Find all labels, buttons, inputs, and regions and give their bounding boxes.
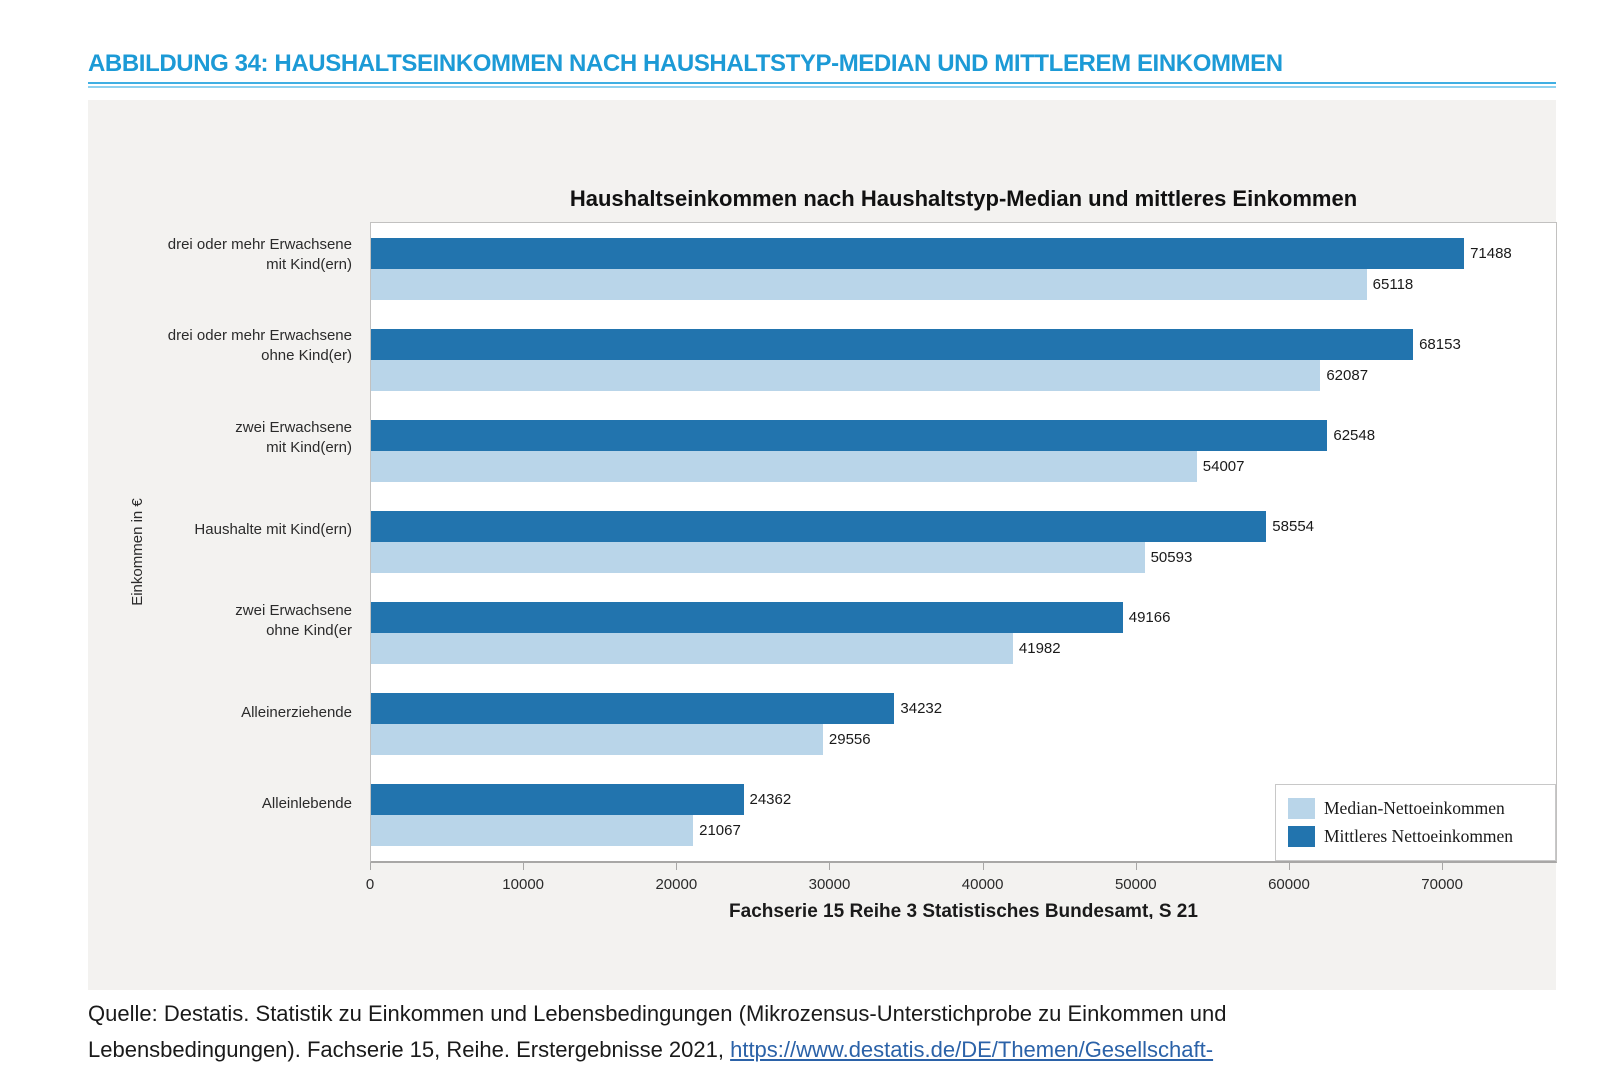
bar-mittleres bbox=[371, 511, 1266, 542]
bar-mittleres bbox=[371, 784, 744, 815]
category-slot bbox=[88, 497, 360, 589]
bar-group bbox=[371, 314, 1556, 405]
category-slot bbox=[88, 588, 360, 680]
y-axis-label: Einkommen in € bbox=[129, 498, 146, 606]
bar-group bbox=[371, 679, 1556, 770]
source-line-2: Lebensbedingungen). Fachserie 15, Reihe. Erstergebnisse 2021, bbox=[88, 1037, 731, 1062]
legend-label-median: Median-Nettoeinkommen bbox=[1324, 798, 1505, 818]
x-tick-label: 50000 bbox=[1114, 876, 1157, 893]
legend-swatch-mittleres bbox=[1288, 826, 1315, 847]
bar-median bbox=[371, 633, 1013, 664]
legend-item-mittleres bbox=[1288, 826, 1555, 847]
bar-group bbox=[371, 405, 1556, 496]
x-axis-labels bbox=[365, 876, 1557, 896]
x-tick-label: 70000 bbox=[1421, 876, 1463, 893]
bar-mittleres bbox=[371, 329, 1413, 360]
x-tick-mark bbox=[1289, 863, 1290, 870]
bar-value-label: 41982 bbox=[1018, 640, 1061, 658]
bar-value-label: 29556 bbox=[828, 731, 871, 749]
axis-caption-clip bbox=[370, 900, 1557, 919]
bar-value-label: 68153 bbox=[1419, 335, 1461, 353]
plot-area bbox=[370, 222, 1557, 863]
bar-line bbox=[371, 360, 1556, 391]
legend bbox=[1275, 784, 1556, 861]
x-tick-mark bbox=[983, 863, 984, 870]
bar-line bbox=[371, 329, 1556, 360]
source-link[interactable]: https://www.destatis.de/DE/Themen/Gesellschaft- bbox=[730, 1037, 1214, 1062]
chart-title: Haushaltseinkommen nach Haushaltstyp-Median und mittleres Einkommen bbox=[569, 186, 1358, 211]
bar-line bbox=[371, 238, 1556, 269]
bar-value-label: 71488 bbox=[1470, 244, 1512, 262]
category-label: drei oder mehr Erwachsene mit Kind(ern) bbox=[167, 235, 352, 273]
category-label: Alleinerziehende bbox=[241, 703, 352, 721]
legend-label-mittleres: Mittleres Nettoeinkommen bbox=[1324, 826, 1514, 846]
bar-line bbox=[371, 542, 1556, 573]
bar-group bbox=[371, 496, 1556, 587]
bar-value-label: 21067 bbox=[699, 822, 741, 840]
x-tick-label: 40000 bbox=[961, 876, 1004, 893]
heading-underline bbox=[88, 82, 1556, 88]
bar-line bbox=[371, 693, 1556, 724]
category-slot bbox=[88, 405, 360, 497]
legend-swatch-median bbox=[1288, 798, 1315, 819]
category-label: zwei Erwachsene mit Kind(ern) bbox=[235, 418, 352, 456]
bar-value-label: 49166 bbox=[1128, 609, 1171, 627]
bar-mittleres bbox=[371, 420, 1327, 451]
bar-line bbox=[371, 724, 1556, 755]
x-axis-ticks bbox=[370, 863, 1557, 871]
bar-value-label: 62548 bbox=[1333, 426, 1376, 444]
x-tick-mark bbox=[676, 863, 677, 870]
x-tick-label: 30000 bbox=[808, 876, 851, 893]
bar-value-label: 65118 bbox=[1372, 275, 1414, 293]
bar-value-label: 34232 bbox=[900, 700, 943, 718]
category-label: drei oder mehr Erwachsene ohne Kind(er) bbox=[167, 327, 352, 365]
x-tick-mark bbox=[829, 863, 830, 870]
category-label: Haushalte mit Kind(ern) bbox=[194, 520, 352, 538]
x-tick-label: 60000 bbox=[1268, 876, 1310, 893]
bar-value-label: 24362 bbox=[749, 791, 792, 809]
bar-median bbox=[371, 724, 823, 755]
bar-line bbox=[371, 269, 1556, 300]
category-slot bbox=[88, 680, 360, 772]
x-tick-label: 0 bbox=[365, 876, 375, 893]
bar-value-label: 50593 bbox=[1150, 548, 1193, 566]
bar-mittleres bbox=[371, 693, 894, 724]
category-label: zwei Erwachsene ohne Kind(er bbox=[235, 602, 352, 640]
bar-mittleres bbox=[371, 238, 1464, 269]
bar-line bbox=[371, 633, 1556, 664]
bar-line bbox=[371, 511, 1556, 542]
x-tick-mark bbox=[370, 863, 371, 870]
category-axis bbox=[88, 222, 360, 863]
category-label: Alleinlebende bbox=[261, 795, 352, 813]
bar-line bbox=[371, 420, 1556, 451]
chart-panel bbox=[88, 100, 1556, 990]
bar-group bbox=[371, 223, 1556, 314]
x-tick-mark bbox=[523, 863, 524, 870]
legend-item-median bbox=[1288, 798, 1555, 819]
category-slot bbox=[88, 771, 360, 863]
bar-line bbox=[371, 451, 1556, 482]
category-slot bbox=[88, 314, 360, 406]
x-tick-label: 20000 bbox=[655, 876, 698, 893]
x-tick-mark bbox=[1136, 863, 1137, 870]
bar-line bbox=[371, 602, 1556, 633]
bar-value-label: 54007 bbox=[1202, 457, 1245, 475]
bar-median bbox=[371, 269, 1367, 300]
bar-group bbox=[371, 588, 1556, 679]
underline-bottom-line bbox=[88, 86, 1556, 88]
x-tick-mark bbox=[1442, 863, 1443, 870]
bar-value-label: 58554 bbox=[1272, 517, 1315, 535]
figure-heading: ABBILDUNG 34: HAUSHALTSEINKOMMEN NACH HAUSHALTSTYP-MEDIAN UND MITTLEREM EINKOMMEN bbox=[88, 50, 1283, 77]
bar-mittleres bbox=[371, 602, 1123, 633]
category-slot bbox=[88, 222, 360, 314]
bar-median bbox=[371, 542, 1145, 573]
bar-median bbox=[371, 815, 693, 846]
x-tick-label: 10000 bbox=[502, 876, 545, 893]
bar-median bbox=[371, 360, 1320, 391]
source-text bbox=[88, 996, 1568, 1068]
axis-caption: Fachserie 15 Reihe 3 Statistisches Bundesamt, S 21 bbox=[729, 901, 1198, 919]
source-line-1: Quelle: Destatis. Statistik zu Einkommen und Lebensbedingungen (Mikrozensus-Unterstichprobe zu Einkommen und bbox=[88, 1001, 1227, 1026]
bar-value-label: 62087 bbox=[1326, 366, 1369, 384]
bar-groups bbox=[371, 223, 1556, 861]
bar-median bbox=[371, 451, 1197, 482]
